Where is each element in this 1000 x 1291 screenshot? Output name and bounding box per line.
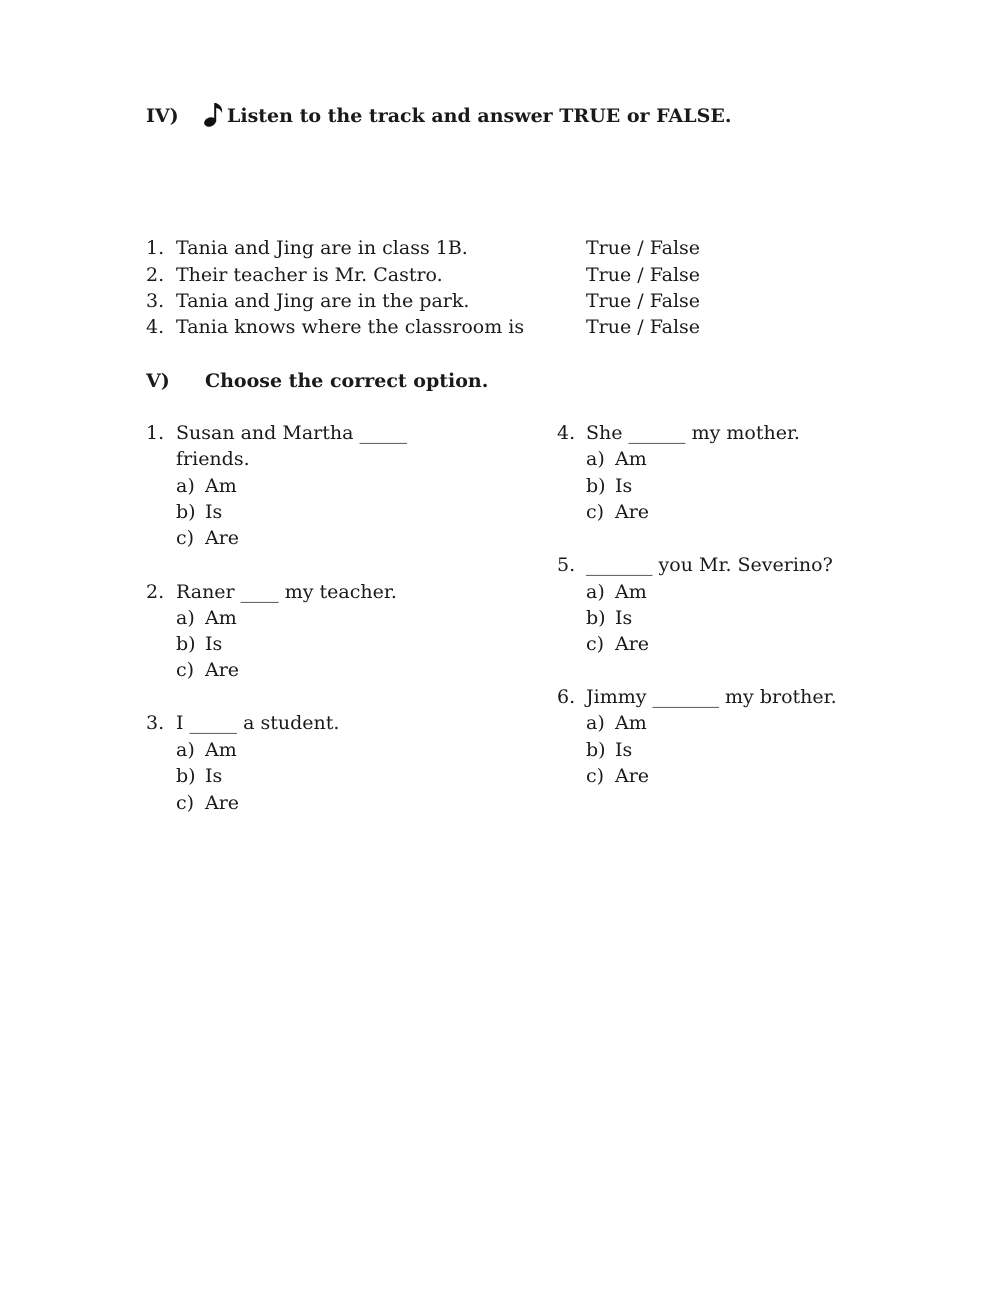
question-3-option-c[interactable]: Are [205, 792, 240, 814]
question-2-option-a-letter: a) [176, 607, 195, 629]
question-5-option-c[interactable]: Are [615, 633, 650, 655]
question-3-option-b[interactable]: Is [205, 765, 223, 787]
question-2-option-a[interactable]: Am [205, 607, 237, 629]
question-3-text: I _____ a student. [176, 712, 340, 734]
tf-item-4-text: Tania knows where the classroom is [176, 316, 525, 338]
question-5-option-a[interactable]: Am [615, 581, 647, 603]
question-5-option-b-letter: b) [586, 607, 606, 629]
question-1-text: Susan and Martha _____ [176, 422, 407, 444]
question-2-option-c[interactable]: Are [205, 659, 240, 681]
question-1-option-c[interactable]: Are [205, 527, 240, 549]
question-1-text-cont: friends. [176, 448, 250, 470]
question-6-option-a[interactable]: Am [615, 712, 647, 734]
question-6-option-c[interactable]: Are [615, 765, 650, 787]
tf-item-4-answer[interactable]: True / False [586, 316, 701, 338]
question-1-option-c-letter: c) [176, 527, 195, 549]
tf-item-2-number: 2. [146, 264, 165, 286]
question-5-option-c-letter: c) [586, 633, 605, 655]
question-4-option-b[interactable]: Is [615, 475, 633, 497]
question-6-text: Jimmy _______ my brother. [586, 686, 837, 708]
question-6-option-c-letter: c) [586, 765, 605, 787]
question-1-option-a[interactable]: Am [205, 475, 237, 497]
question-1-option-b[interactable]: Is [205, 501, 223, 523]
question-5-option-b[interactable]: Is [615, 607, 633, 629]
question-6-option-b[interactable]: Is [615, 739, 633, 761]
tf-item-3-text: Tania and Jing are in the park. [176, 290, 470, 312]
question-4-number: 4. [557, 422, 576, 444]
question-2-number: 2. [146, 581, 165, 603]
section-v-numeral: V) [146, 370, 170, 392]
question-4-option-a-letter: a) [586, 448, 605, 470]
question-2-option-c-letter: c) [176, 659, 195, 681]
section-iv-instruction: Listen to the track and answer TRUE or FALSE. [227, 105, 732, 127]
tf-item-1-answer[interactable]: True / False [586, 237, 701, 259]
tf-item-3-answer[interactable]: True / False [586, 290, 701, 312]
question-5-text: _______ you Mr. Severino? [586, 554, 833, 576]
question-6-number: 6. [557, 686, 576, 708]
question-2-option-b-letter: b) [176, 633, 196, 655]
question-3-option-a[interactable]: Am [205, 739, 237, 761]
question-4-option-a[interactable]: Am [615, 448, 647, 470]
tf-item-2-answer[interactable]: True / False [586, 264, 701, 286]
question-2-text: Raner ____ my teacher. [176, 581, 397, 603]
question-3-option-a-letter: a) [176, 739, 195, 761]
tf-item-3-number: 3. [146, 290, 165, 312]
question-1-option-b-letter: b) [176, 501, 196, 523]
question-5-number: 5. [557, 554, 576, 576]
question-3-number: 3. [146, 712, 165, 734]
question-3-option-c-letter: c) [176, 792, 195, 814]
question-1-option-a-letter: a) [176, 475, 195, 497]
question-2-option-b[interactable]: Is [205, 633, 223, 655]
question-1-number: 1. [146, 422, 165, 444]
question-4-option-b-letter: b) [586, 475, 606, 497]
question-3-option-b-letter: b) [176, 765, 196, 787]
question-4-text: She ______ my mother. [586, 422, 800, 444]
tf-item-1-text: Tania and Jing are in class 1B. [176, 237, 468, 259]
tf-item-2-text: Their teacher is Mr. Castro. [176, 264, 443, 286]
question-4-option-c[interactable]: Are [615, 501, 650, 523]
tf-item-1-number: 1. [146, 237, 165, 259]
question-6-option-b-letter: b) [586, 739, 606, 761]
tf-item-4-number: 4. [146, 316, 165, 338]
question-5-option-a-letter: a) [586, 581, 605, 603]
music-note-icon [203, 100, 225, 134]
question-6-option-a-letter: a) [586, 712, 605, 734]
section-v-instruction: Choose the correct option. [205, 370, 489, 392]
question-4-option-c-letter: c) [586, 501, 605, 523]
section-iv-numeral: IV) [146, 105, 179, 127]
